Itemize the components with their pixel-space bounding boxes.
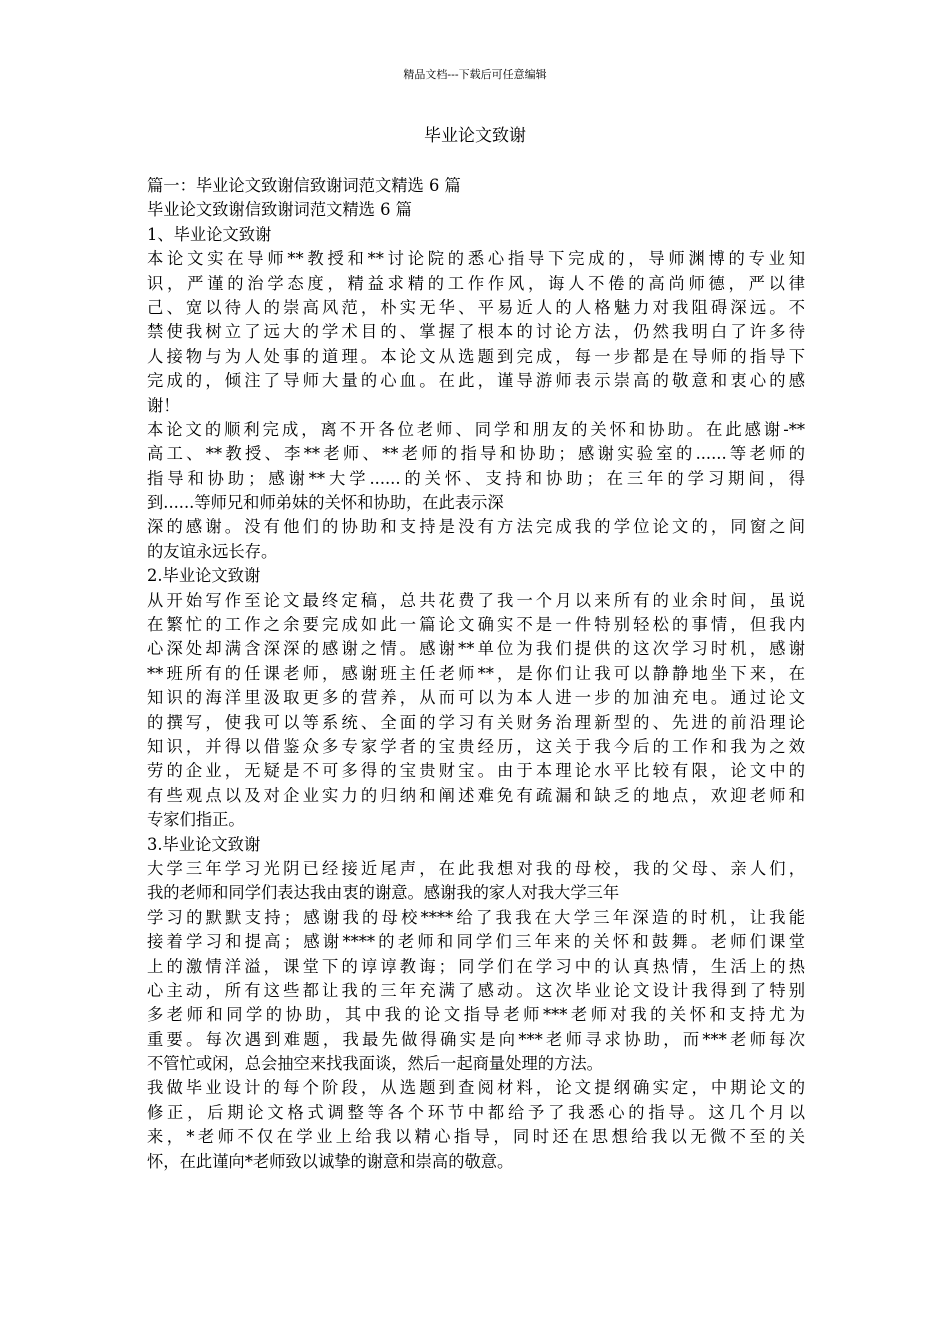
text-line: 我的老师和同学们表达我由衷的谢意。感谢我的家人对我大学三年 <box>147 883 620 903</box>
text-line: 心主动，所有这些都让我的三年充满了感动。这次毕业论文设计我得到了特别 <box>147 980 805 1000</box>
text-line: 高工、**教授、李**老师、**老师的指导和协助；感谢实验室的......等老师的 <box>147 444 805 464</box>
text-line: 有些观点以及对企业实力的归纳和阐述难免有疏漏和缺乏的地点，欢迎老师和 <box>147 785 805 805</box>
text-line: 多老师和同学的协助，其中我的论文指导老师***老师对我的关怀和支持尤为 <box>147 1005 805 1025</box>
text-line: 大学三年学习光阴已经接近尾声，在此我想对我的母校，我的父母、亲人们， <box>147 858 805 878</box>
text-line: 本论文的顺利完成，离不开各位老师、同学和朋友的关怀和协助。在此感谢-** <box>147 419 805 439</box>
text-line: 劳的企业，无疑是不可多得的宝贵财宝。由于本理论水平比较有限，论文中的 <box>147 761 805 781</box>
text-line: 深的感谢。没有他们的协助和支持是没有方法完成我的学位论文的，同窗之间 <box>147 517 805 537</box>
text-line: 来，*老师不仅在学业上给我以精心指导，同时还在思想给我以无微不至的关 <box>147 1127 805 1147</box>
text-line: **班所有的任课老师，感谢班主任老师**，是你们让我可以静静地坐下来，在 <box>147 663 805 683</box>
text-line: 在繁忙的工作之余要完成如此一篇论文确实不是一件特别轻松的事情，但我内 <box>147 615 805 635</box>
text-line: 重要。每次遇到难题，我最先做得确实是向***老师寻求协助，而***老师每次 <box>147 1029 805 1049</box>
text-line: 的友谊永远长存。 <box>147 541 278 561</box>
text-line: 1、毕业论文致谢 <box>147 224 272 244</box>
text-line: 完成的，倾注了导师大量的心血。在此，谨导游师表示崇高的敬意和衷心的感 <box>147 371 805 391</box>
text-line: 谢！ <box>147 395 180 415</box>
text-line: 篇一：毕业论文致谢信致谢词范文精选 6 篇 <box>147 176 461 195</box>
text-line: 不管忙或闲，总会抽空来找我面谈，然后一起商量处理的方法。 <box>147 1054 603 1074</box>
text-line: 到......等师兄和师弟妹的关怀和协助，在此表示深 <box>147 493 504 513</box>
text-line: 接着学习和提高；感谢****的老师和同学们三年来的关怀和鼓舞。老师们课堂 <box>147 932 805 952</box>
document-body <box>147 174 805 1174</box>
text-line: 禁使我树立了远大的学术目的、掌握了根本的讨论方法，仍然我明白了许多待 <box>147 322 805 342</box>
text-line: 知识，并得以借鉴众多专家学者的宝贵经历，这关于我今后的工作和我为之效 <box>147 736 805 756</box>
text-line: 上的激情洋溢，课堂下的谆谆教诲；同学们在学习中的认真热情，生活上的热 <box>147 956 805 976</box>
text-line: 3.毕业论文致谢 <box>147 834 261 854</box>
text-line: 指导和协助；感谢**大学......的关怀、支持和协助；在三年的学习期间，得 <box>147 468 805 488</box>
text-line: 2.毕业论文致谢 <box>147 566 261 586</box>
header-note: 精品文档---下载后可任意编辑 <box>403 68 547 81</box>
text-line: 从开始写作至论文最终定稿，总共花费了我一个月以来所有的业余时间，虽说 <box>147 590 805 610</box>
text-line: 识，严谨的治学态度，精益求精的工作作风，诲人不倦的高尚师德，严以律 <box>147 273 805 293</box>
text-line: 知识的海洋里汲取更多的营养，从而可以为本人进一步的加油充电。通过论文 <box>147 688 805 708</box>
text-line: 怀，在此谨向*老师致以诚挚的谢意和崇高的敬意。 <box>147 1151 514 1171</box>
text-line: 专家们指正。 <box>147 810 245 830</box>
text-line: 学习的默默支持；感谢我的母校****给了我我在大学三年深造的时机，让我能 <box>147 907 805 927</box>
text-line: 我做毕业设计的每个阶段，从选题到查阅材料，论文提纲确实定，中期论文的 <box>147 1078 805 1098</box>
text-line: 本论文实在导师**教授和**讨论院的悉心指导下完成的，导师渊博的专业知 <box>147 249 805 269</box>
text-line: 修正，后期论文格式调整等各个环节中都给予了我悉心的指导。这几个月以 <box>147 1102 805 1122</box>
text-line: 毕业论文致谢信致谢词范文精选 6 篇 <box>147 200 412 220</box>
document-title: 毕业论文致谢 <box>424 126 526 146</box>
text-line: 的撰写，使我可以等系统、全面的学习有关财务治理新型的、先进的前沿理论 <box>147 712 805 732</box>
text-line: 心深处却满含深深的感谢之情。感谢**单位为我们提供的这次学习时机，感谢 <box>147 639 805 659</box>
text-line: 己、宽以待人的崇高风范，朴实无华、平易近人的人格魅力对我阻碍深远。不 <box>147 297 805 317</box>
text-line: 人接物与为人处事的道理。本论文从选题到完成，每一步都是在导师的指导下 <box>147 346 805 366</box>
